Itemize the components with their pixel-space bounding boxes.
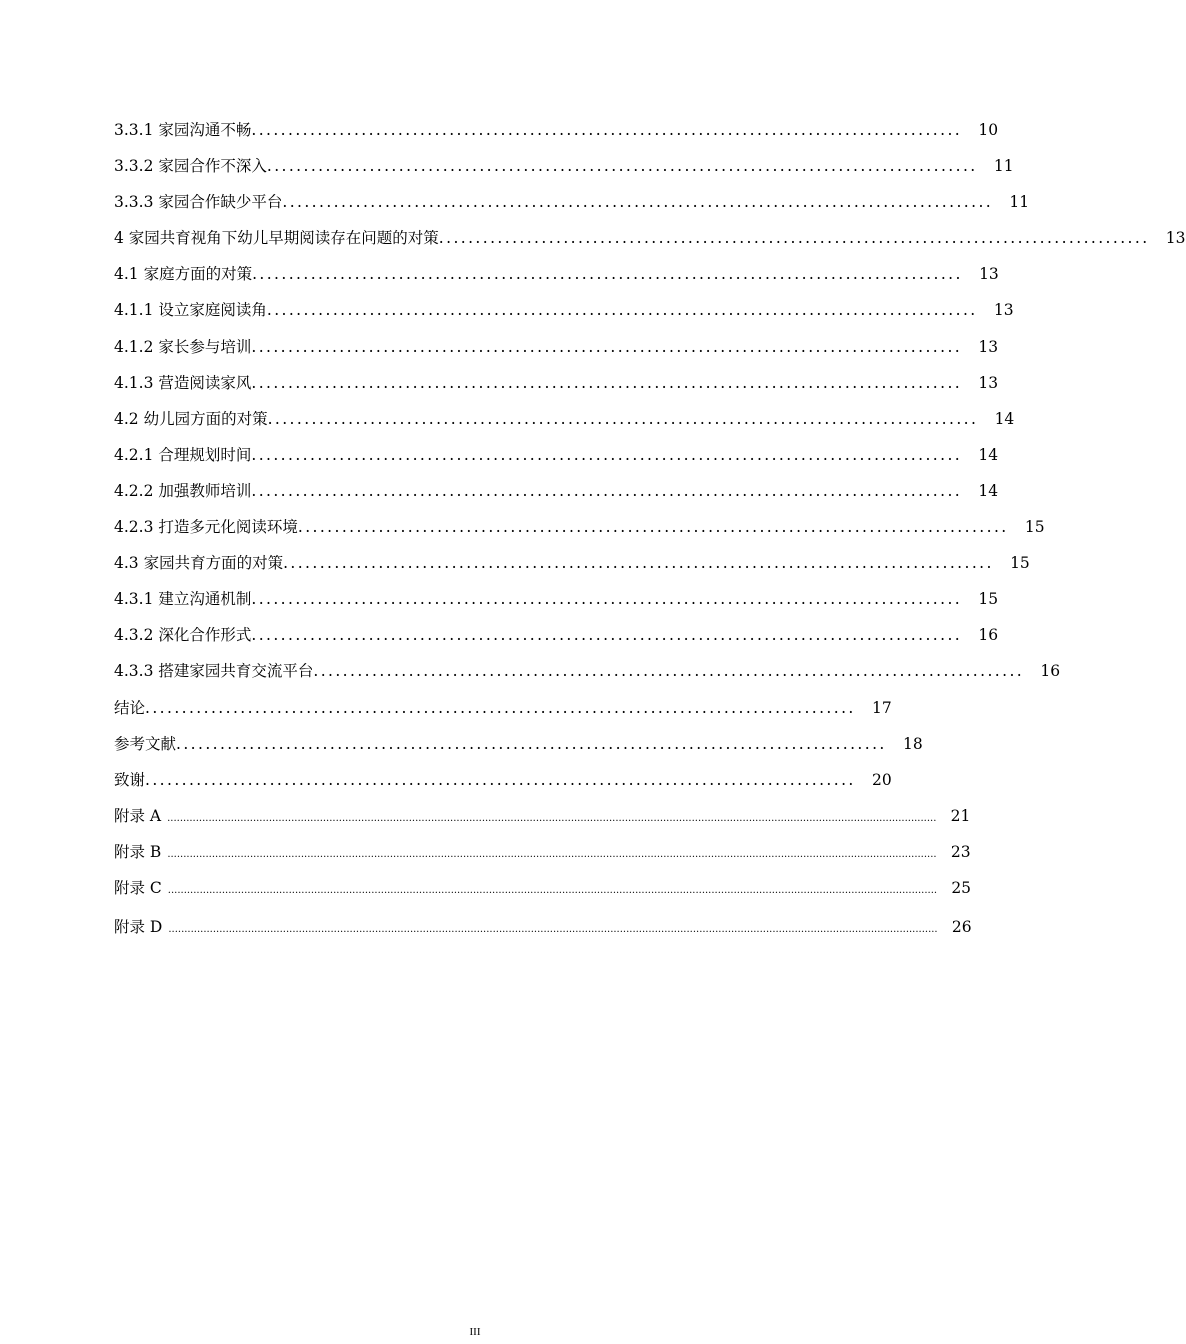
dot-leader: ................................................................................................. [251, 373, 963, 392]
dot-leader: ................................................................................................. [267, 409, 979, 428]
toc-entry-4-3-2[interactable] [114, 617, 999, 653]
toc-entry-label: 4.3.3 搭建家园共育交流平台 [114, 662, 314, 681]
toc-entry-page: 17 [872, 698, 892, 717]
toc-entry-page: 18 [903, 734, 923, 753]
toc-entry-label: 4 家园共育视角下幼儿早期阅读存在问题的对策 [114, 229, 439, 248]
toc-entry-4-2[interactable] [114, 401, 1015, 437]
toc-entry-page: 15 [1010, 554, 1030, 573]
toc-entry-4-3[interactable] [114, 545, 1030, 581]
dot-leader: ................................................................................................. [251, 445, 963, 464]
dot-leader: ................................................................................................. [266, 301, 978, 320]
toc-entry-page: 13 [978, 337, 999, 356]
toc-entry-page: 16 [978, 626, 999, 645]
toc-entry-label: 结论 [114, 698, 146, 717]
toc-entry-label: 附录 B [114, 842, 162, 861]
toc-entry-4-1-3[interactable] [114, 365, 999, 401]
toc-entry-page: 14 [978, 481, 999, 500]
toc-entry-label: 4.1.1 设立家庭阅读角 [114, 301, 267, 320]
toc-entry-4-2-2[interactable] [114, 473, 999, 509]
toc-entry-label: 致谢 [114, 770, 146, 789]
dot-leader: ................................................................................................. [251, 590, 963, 609]
toc-entry-appendix-b[interactable] [114, 834, 971, 870]
toc-entry-label: 4.2.3 打造多元化阅读环境 [114, 518, 298, 537]
dot-leader: ................................................................................................. [252, 265, 963, 284]
dot-leader: ................................................................................................. [297, 518, 1009, 537]
toc-entry-label: 3.3.1 家园沟通不畅 [114, 121, 252, 139]
toc-entry-appendix-d[interactable] [114, 909, 972, 945]
toc-entry-4-1-2[interactable] [114, 329, 999, 365]
toc-entry-4-2-3[interactable] [114, 509, 1045, 545]
toc-entry-label: 4.1.2 家长参与培训 [114, 337, 252, 356]
toc-entry-references[interactable] [114, 726, 923, 762]
toc-entry-page: 26 [951, 918, 972, 937]
dot-leader: ................................................................................................. [313, 662, 1025, 681]
toc-entry-label: 参考文献 [114, 734, 177, 753]
toc-entry-label: 3.3.2 家园合作不深入 [114, 157, 267, 176]
dot-leader: .................................................................................................................................................................................................................................................. [167, 848, 937, 860]
toc-entry-appendix-a[interactable] [114, 798, 971, 834]
toc-entry-label: 4.2.2 加强教师培训 [114, 481, 252, 500]
toc-entry-label: 附录 A [114, 806, 162, 825]
dot-leader: ................................................................................................. [438, 229, 1150, 248]
toc-entry-3-3-3[interactable] [114, 184, 1030, 220]
toc-entry-page: 25 [951, 878, 972, 897]
dot-leader: ................................................................................................. [282, 193, 994, 212]
toc-entry-page: 23 [950, 842, 971, 861]
toc-entry-page: 15 [978, 590, 999, 609]
toc-entry-label: 4.1.3 营造阅读家风 [114, 373, 252, 392]
toc-entry-page: 16 [1040, 662, 1061, 681]
toc-entry-page: 13 [993, 301, 1014, 320]
toc-entry-4[interactable] [114, 220, 1186, 256]
toc-entry-page: 13 [979, 265, 999, 284]
toc-entry-label: 4.2 幼儿园方面的对策 [114, 409, 268, 428]
toc-entry-page: 13 [1165, 229, 1186, 248]
toc-entry-label: 4.1 家庭方面的对策 [114, 265, 253, 284]
toc-entry-4-3-3[interactable] [114, 653, 1061, 689]
toc-entry-4-3-1[interactable] [114, 581, 999, 617]
dot-leader: .................................................................................................................................................................................................................................................. [167, 812, 937, 824]
toc-entry-page: 15 [1024, 518, 1045, 537]
toc-entry-page: 11 [1009, 193, 1030, 212]
toc-entry-label: 3.3.3 家园合作缺少平台 [114, 193, 283, 212]
toc-entry-3-3-2[interactable] [114, 148, 1014, 184]
page-number: III [469, 1326, 481, 1338]
table-of-contents [114, 112, 1186, 945]
dot-leader: ................................................................................................. [145, 770, 856, 789]
dot-leader: ................................................................................................. [176, 734, 887, 753]
dot-leader: ................................................................................................. [145, 698, 856, 717]
toc-entry-label: 附录 C [114, 878, 162, 897]
toc-entry-acknowledgements[interactable] [114, 762, 892, 798]
toc-entry-4-1[interactable] [114, 256, 999, 292]
dot-leader: ................................................................................................. [266, 157, 978, 176]
toc-entry-3-3-1[interactable] [114, 112, 999, 148]
dot-leader: ................................................................................................. [251, 481, 963, 500]
toc-entry-4-2-1[interactable] [114, 437, 999, 473]
toc-entry-conclusion[interactable] [114, 690, 892, 726]
toc-entry-page: 14 [994, 409, 1015, 428]
toc-entry-page: 14 [978, 445, 999, 464]
dot-leader: ................................................................................................. [251, 121, 963, 139]
toc-entry-page: 10 [978, 121, 999, 139]
toc-entry-page: 11 [993, 157, 1014, 176]
toc-entry-label: 附录 D [114, 918, 163, 937]
dot-leader: ................................................................................................. [251, 337, 963, 356]
dot-leader: ................................................................................................. [283, 554, 994, 573]
toc-entry-label: 4.3.1 建立沟通机制 [114, 590, 252, 609]
toc-entry-label: 4.2.1 合理规划时间 [114, 445, 252, 464]
toc-entry-label: 4.3.2 深化合作形式 [114, 626, 252, 645]
toc-entry-page: 21 [950, 806, 971, 825]
toc-entry-page: 13 [978, 373, 999, 392]
toc-entry-page: 20 [872, 770, 892, 789]
toc-entry-appendix-c[interactable] [114, 870, 972, 906]
dot-leader: .................................................................................................................................................................................................................................................. [168, 924, 938, 936]
dot-leader: .................................................................................................................................................................................................................................................. [167, 884, 938, 896]
dot-leader: ................................................................................................. [251, 626, 963, 645]
toc-entry-4-1-1[interactable] [114, 292, 1014, 328]
toc-entry-label: 4.3 家园共育方面的对策 [114, 554, 284, 573]
